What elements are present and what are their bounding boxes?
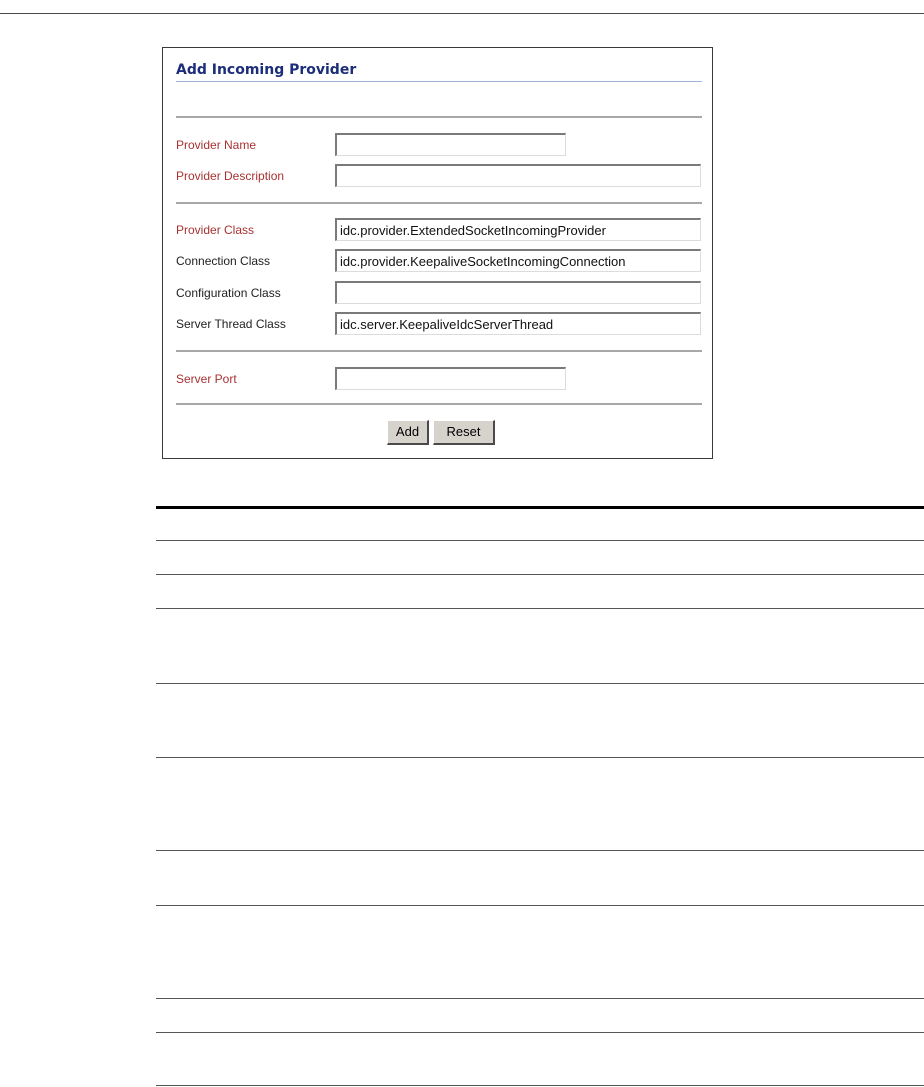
- connection-class-input[interactable]: idc.provider.KeepaliveSocketIncomingConnection: [335, 249, 701, 272]
- table-row-divider: [156, 1032, 924, 1033]
- table-row-divider: [156, 850, 924, 851]
- table-row-divider: [156, 905, 924, 906]
- reset-button[interactable]: Reset: [433, 420, 495, 445]
- table-row-divider: [156, 574, 924, 575]
- configuration-class-input[interactable]: [335, 281, 701, 304]
- server-thread-class-input[interactable]: idc.server.KeepaliveIdcServerThread: [335, 312, 701, 335]
- provider-description-label: Provider Description: [176, 169, 285, 183]
- title-underline: [176, 81, 702, 82]
- table-row-divider: [156, 683, 924, 684]
- configuration-class-label: Configuration Class: [176, 286, 281, 300]
- section-divider: [176, 403, 702, 405]
- form-title: Add Incoming Provider: [176, 62, 357, 78]
- table-row-divider: [156, 757, 924, 758]
- section-divider: [176, 116, 702, 118]
- table-bottom-rule: [156, 1085, 924, 1086]
- server-port-input[interactable]: [335, 367, 566, 390]
- server-thread-class-label: Server Thread Class: [176, 317, 286, 331]
- server-port-label: Server Port: [176, 372, 237, 386]
- page-header-rule: [0, 13, 924, 14]
- add-incoming-provider-form: [162, 47, 713, 459]
- section-divider: [176, 350, 702, 352]
- section-divider: [176, 202, 702, 204]
- provider-name-input[interactable]: [335, 133, 566, 156]
- provider-name-label: Provider Name: [176, 138, 257, 152]
- provider-description-input[interactable]: [335, 164, 701, 187]
- table-row-divider: [156, 540, 924, 541]
- table-row-divider: [156, 998, 924, 999]
- table-row-divider: [156, 608, 924, 609]
- table-top-rule: [156, 506, 924, 509]
- add-button[interactable]: Add: [387, 420, 429, 445]
- provider-class-input[interactable]: idc.provider.ExtendedSocketIncomingProvider: [335, 218, 701, 241]
- provider-class-label: Provider Class: [176, 223, 255, 237]
- connection-class-label: Connection Class: [176, 254, 271, 268]
